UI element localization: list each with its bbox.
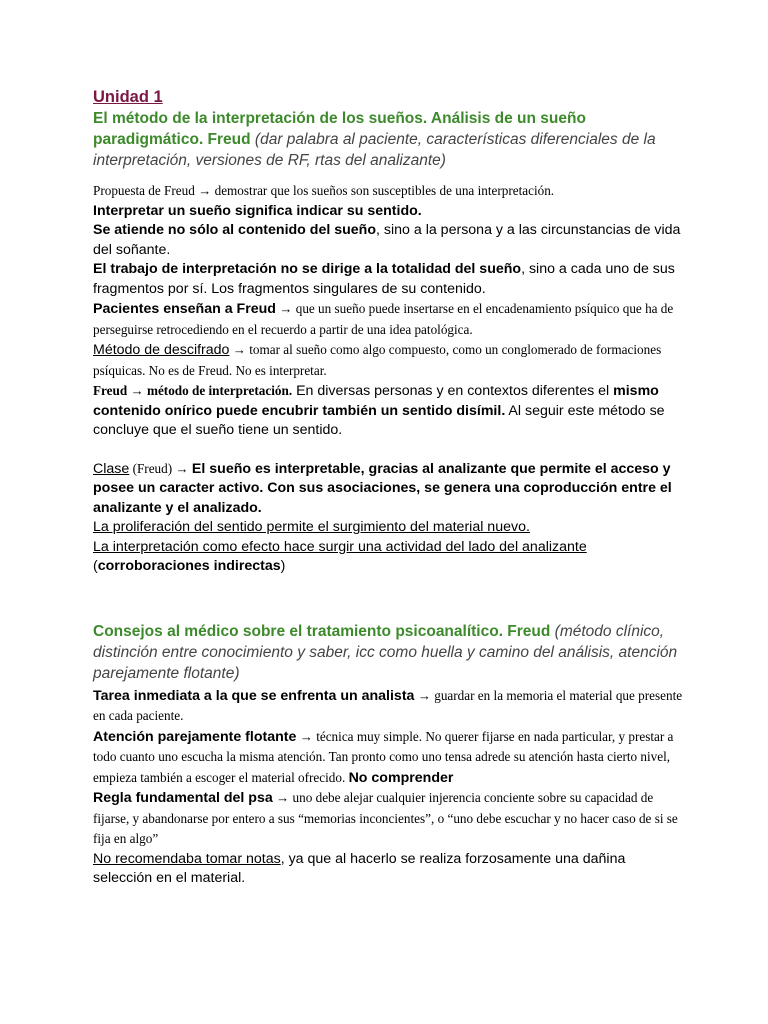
document-body	[93, 86, 685, 889]
paragraph	[93, 221, 685, 260]
text-run: mismo contenido onírico puede encubrir también un sentido disímil.	[93, 383, 659, 419]
paragraph	[93, 202, 685, 222]
paragraph	[93, 299, 685, 340]
text-run: Método de descifrado	[93, 342, 230, 358]
paragraph	[93, 459, 685, 519]
text-run: , sino a cada uno de sus fragmentos por sí. Los fragmentos singulares de su contenido.	[93, 261, 675, 297]
text-run: El sueño es interpretable, gracias al analizante que permite el acceso y posee un caracter activo. Con sus asociaciones, se genera una coproducción entre el analizante y el analizado.	[93, 460, 672, 516]
text-run: → tomar al sueño como algo compuesto, como un conglomerado de formaciones psíquicas. No es de Freud. No es interpretar.	[93, 342, 662, 378]
paragraph	[93, 727, 685, 789]
text-run: El trabajo de interpretación no se dirige a la totalidad del sueño	[93, 261, 522, 277]
text-run: Tarea inmediata a la que se enfrenta un analista	[93, 687, 415, 704]
section-heading	[93, 108, 685, 171]
paragraph	[93, 181, 685, 202]
text-run: No recomendaba tomar notas	[93, 850, 281, 867]
text-run: La interpretación como efecto hace surgir una actividad del lado del analizante	[93, 538, 587, 555]
text-run: Freud → método de interpretación.	[93, 383, 293, 398]
text-run: → técnica muy simple. No querer fijarse en nada particular, y prestar a todo cuanto uno escucha la misma atención. Tan pronto como uno tensa adrede su atención hasta cierto nivel, empieza también a escoger el material ofrecido.	[93, 728, 674, 785]
text-run: Regla fundamental del psa	[93, 790, 273, 806]
section-heading-note: (método clínico, distinción entre conocimiento y saber, icc como huella y camino del análisis, atención parejamente flotante)	[93, 622, 678, 682]
text-run: → guardar en la memoria el material que presente en cada paciente.	[93, 687, 683, 723]
paragraph	[93, 381, 685, 441]
text-run: Clase	[93, 460, 130, 477]
text-run: → que un sueño puede insertarse en el encadenamiento psíquico que ha de perseguirse retrocediendo en el recuerdo a partir de una idea patológica.	[93, 301, 674, 337]
paragraph	[93, 538, 685, 558]
paragraph	[93, 788, 685, 850]
text-run: )	[280, 558, 286, 574]
text-run: (	[93, 558, 98, 574]
text-run: La proliferación del sentido permite el surgimiento del material nuevo.	[93, 519, 530, 535]
text-run: , ya que al hacerlo se realiza forzosamente una dañina selección en el material.	[93, 850, 626, 886]
paragraph	[93, 260, 685, 299]
paragraph	[93, 518, 685, 538]
text-run: (Freud) →	[129, 460, 192, 476]
section-heading-title: El método de la interpretación de los sueños. Análisis de un sueño paradigmático. Freud	[93, 110, 586, 148]
text-run: Se atiende no sólo al contenido del sueño	[93, 222, 377, 238]
section-heading-note: (dar palabra al paciente, características diferenciales de la interpretación, versiones de RF, rtas del analizante)	[93, 131, 656, 169]
paragraph	[93, 557, 685, 577]
paragraph	[93, 340, 685, 381]
text-run: corroboraciones indirectas	[97, 558, 281, 574]
section-heading-title: Consejos al médico sobre el tratamiento psicoanalítico. Freud	[93, 622, 551, 640]
text-run: Atención parejamente flotante	[93, 728, 297, 745]
paragraph	[93, 850, 685, 889]
paragraph	[93, 686, 685, 727]
section-2	[93, 621, 685, 889]
text-run: Pacientes enseñan a Freud	[93, 301, 276, 317]
text-run: , sino a la persona y a las circunstancias de vida del soñante.	[93, 222, 681, 258]
text-run: Al seguir este método se concluye que el sueño tiene un sentido.	[93, 402, 665, 438]
text-run: Interpretar un sueño significa indicar su sentido.	[93, 202, 422, 219]
text-run: Propuesta de Freud → demostrar que los sueños son susceptibles de una interpretación.	[93, 183, 555, 198]
text-run: En diversas personas y en contextos diferentes el	[292, 383, 614, 399]
sections-container	[93, 108, 685, 889]
text-run: → uno debe alejar cualquier injerencia conciente sobre su capacidad de fijarse, y abandonarse por entero a sus “memorias inconcientes”, o “uno debe escuchar y no hacer caso de si se fija en algo”	[93, 790, 678, 846]
unit-title: Unidad 1	[93, 88, 163, 106]
section-1	[93, 108, 685, 577]
section-heading	[93, 621, 685, 684]
text-run: No comprender	[348, 769, 454, 786]
